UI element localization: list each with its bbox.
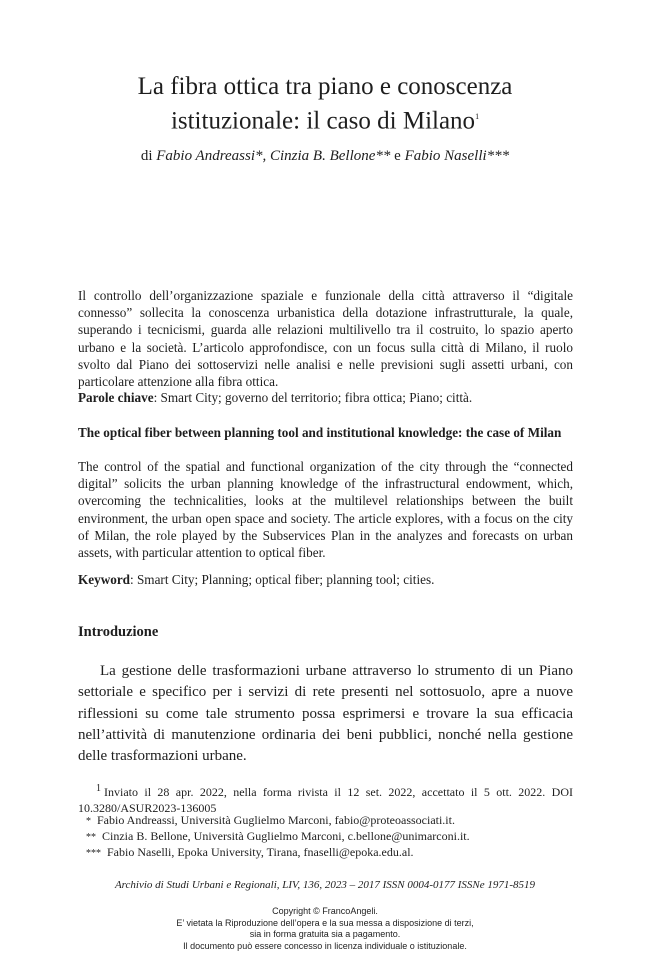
title-line-2-text: istituzionale: il caso di Milano: [170, 107, 476, 135]
copyright-line-1: Copyright © FrancoAngeli.: [272, 906, 378, 916]
author-andreassi: Fabio Andreassi*,: [156, 148, 267, 164]
footnote-author-1-text: Fabio Andreassi, Università Guglielmo Marconi, fabio@proteoassociati.it.: [97, 813, 455, 827]
footnote-author-2-mark: **: [86, 832, 96, 843]
footnote-author-3-mark: ***: [86, 848, 101, 859]
introduction-paragraph: La gestione delle trasformazioni urbane attraverso lo strumento di un Piano settoriale e specifico per i servizi di rete presenti nel sottosuolo, apre a nuove riflessioni su come tale strumento possa esprimersi e trovare la sua efficacia nell’attività di manutenzione ordinaria dei beni pubblici, nonché nella gestione delle trasformazioni urbane.: [78, 663, 573, 765]
author-bellone: Cinzia B. Bellone**: [270, 148, 391, 164]
title-line-1: La fibra ottica tra piano e conoscenza: [137, 73, 513, 100]
footnote-1: [78, 781, 573, 816]
abstract-english: The control of the spatial and functional organization of the city through the “connected digital” solicits the urban planning knowledge of the infrastructural endowment, which, overcoming the technicalities, looks at the multilevel relationships between the built environment, the urban open space and society. The article explores, with a focus on the city of Milan, the role played by the Subservices Plan in the analyzes and forecasts on urban assets, with particular attention to optical fiber.: [78, 459, 573, 561]
author-naselli: Fabio Naselli***: [404, 148, 510, 164]
abstract-italian: Il controllo dell’organizzazione spaziale e funzionale della città attraverso il “digitale connesso” sollecita la conoscenza urbanistica della dotazione infrastrutturale, la quale, superando i tecnicismi, guarda alle relazioni multilivello tra il costruito, lo spazio aperto urbano e la società. L’articolo approfondisce, con un focus sulla città di Milano, il ruolo svolto dal Piano dei sottoservizi nelle analisi e nelle previsioni sugli assetti urbani, con particolare attenzione alla fibra ottica.: [78, 288, 573, 390]
footnote-1-mark: 1: [96, 783, 101, 794]
footnote-author-2-text: Cinzia B. Bellone, Università Guglielmo Marconi, c.bellone@unimarconi.it.: [102, 829, 470, 843]
footnote-1-text: Inviato il 28 apr. 2022, nella forma rivista il 12 set. 2022, accettato il 5 ott. 2022. DOI 10.3280/ASUR2023-136005: [78, 785, 573, 815]
copyright-line-2: E’ vietata la Riproduzione dell’opera e la sua messa a disposizione di terzi,: [176, 917, 474, 928]
copyright-line-3: sia in forma gratuita sia a pagamento.: [249, 929, 401, 939]
footnote-author-1-mark: *: [86, 816, 91, 827]
footnote-author-3: [78, 844, 573, 862]
keywords-italian-label: Parole chiave: [78, 390, 154, 405]
copyright-notice: [60, 906, 590, 952]
authors-prefix: di: [140, 148, 153, 164]
english-title: The optical fiber between planning tool and institutional knowledge: the case of Milan: [78, 425, 562, 440]
title-line-2: [60, 102, 590, 136]
keywords-italian-list: : Smart City; governo del territorio; fibra ottica; Piano; città.: [153, 390, 473, 405]
journal-citation: Archivio di Studi Urbani e Regionali, LIV, 136, 2023 – 2017 ISSN 0004-0177 ISSNe 1971-8519: [114, 879, 536, 891]
title-footnote-mark[interactable]: 1: [475, 112, 480, 121]
keywords-english-label: Keyword: [78, 572, 131, 587]
author-line: [60, 146, 590, 166]
copyright-line-4: Il documento può essere concesso in licenza individuale o istituzionale.: [183, 940, 467, 951]
keywords-english-list: : Smart City; Planning; optical fiber; planning tool; cities.: [130, 572, 435, 587]
article-title: [60, 72, 590, 136]
section-heading-introduction: Introduzione: [78, 624, 159, 640]
keywords-italian: [78, 389, 573, 406]
footnote-author-3-text: Fabio Naselli, Epoka University, Tirana, fnaselli@epoka.edu.al.: [107, 845, 414, 859]
keywords-english: [78, 571, 573, 588]
authors-and: e: [394, 148, 401, 164]
